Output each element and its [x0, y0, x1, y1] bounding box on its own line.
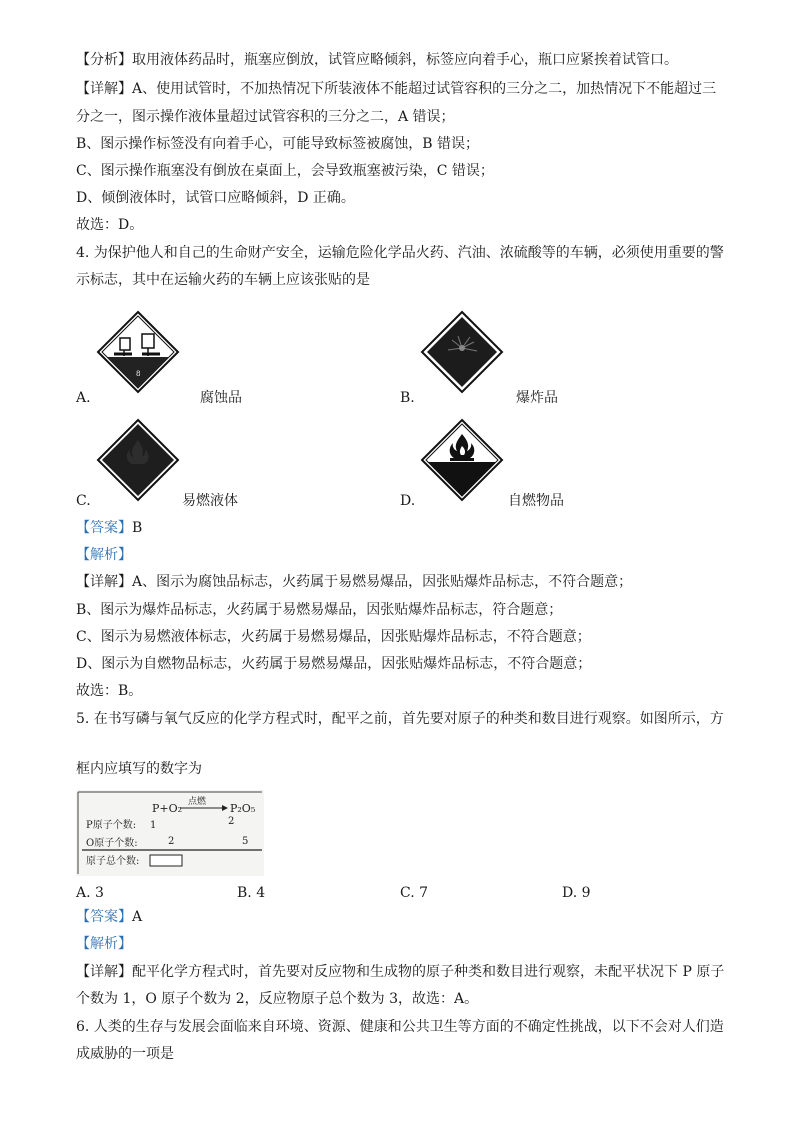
spontaneous-combustion-sign-icon — [420, 418, 504, 502]
q5-option-a: A. 3 — [76, 885, 104, 901]
option-b-letter: B. — [400, 390, 415, 406]
q4-explain-tag: 【解析】 — [76, 547, 132, 563]
total-atom-label: 原子总个数: — [86, 856, 140, 867]
o-atom-right: 5 — [242, 836, 249, 847]
q5-explain-tag: 【解析】 — [76, 936, 132, 952]
answer-box — [150, 855, 182, 866]
option-a-letter: A. — [76, 390, 91, 406]
q4-detail-b: B、图示为爆炸品标志，火药属于易燃易爆品，因张贴爆炸品标志，符合题意； — [76, 602, 563, 618]
q6-stem-line2: 成威胁的一项是 — [76, 1046, 174, 1062]
o-atom-label: O原子个数: — [86, 838, 138, 849]
corrosive-sign-icon — [96, 310, 180, 394]
q4-choose: 故选：B。 — [76, 683, 143, 699]
flammable-liquid-sign-icon — [96, 418, 180, 502]
q6-stem-line1: 6. 人类的生存与发展会面临来自环境、资源、健康和公共卫生等方面的不确定性挑战，以下不会对人们造 — [76, 1019, 724, 1035]
svg-text:8: 8 — [136, 370, 141, 378]
q3-detail-c: C、图示操作瓶塞没有倒放在桌面上，会导致瓶塞被污染，C 错误； — [76, 163, 494, 179]
detail-tag: 【详解】 — [76, 81, 132, 97]
detail-tag: 【详解】 — [76, 574, 132, 590]
q4-detail-c: C、图示为易燃液体标志，火药属于易燃易爆品，因张贴爆炸品标志，不符合题意； — [76, 629, 591, 645]
q5-stem-line2: 框内应填写的数字为 — [76, 761, 202, 777]
product: P₂O₅ — [230, 802, 256, 815]
equation-figure — [76, 790, 264, 876]
q5-stem-line1: 5. 在书写磷与氧气反应的化学方程式时，配平之前，首先要对原子的种类和数目进行观察。如图所示，方 — [76, 711, 724, 727]
q4-stem-line1: 4. 为保护他人和自己的生命财产安全，运输危险化学品火药、汽油、浓硫酸等的车辆，必须使用重要的警 — [76, 245, 724, 261]
q3-detail-a2: 分之一，图示操作液体量超过试管容积的三分之二，A 错误； — [76, 109, 455, 125]
option-c-letter: C. — [76, 493, 91, 509]
q4-answer: 【答案】B — [76, 520, 143, 536]
option-d-letter: D. — [400, 493, 416, 509]
o-atom-left: 2 — [168, 836, 175, 847]
reaction-condition: 点燃 — [188, 797, 207, 807]
q5-detail-line1: 【详解】配平化学方程式时，首先要对反应物和生成物的原子种类和数目进行观察，未配平状况下 P 原子 — [76, 964, 725, 980]
p-atom-label: P原子个数: — [86, 820, 137, 831]
p-atom-right: 2 — [228, 816, 235, 827]
q3-choose: 故选：D。 — [76, 217, 144, 233]
q3-detail-a1: 【详解】A、使用试管时，不加热情况下所装液体不能超过试管容积的三分之二，加热情况下不能超过三 — [76, 81, 717, 97]
q5-option-c: C. 7 — [400, 885, 429, 901]
answer-tag: 【答案】 — [76, 520, 132, 536]
q5-option-b: B. 4 — [237, 885, 266, 901]
detail-tag: 【详解】 — [76, 964, 132, 980]
analysis-tag: 【分析】 — [76, 52, 132, 68]
p-atom-left: 1 — [150, 820, 157, 831]
q3-analysis: 【分析】取用液体药品时，瓶塞应倒放，试管应略倾斜，标签应向着手心，瓶口应紧挨着试管口。 — [76, 52, 678, 68]
option-c-label: 易燃液体 — [182, 493, 238, 509]
explosive-sign-icon — [420, 310, 504, 394]
q4-detail-d: D、图示为自燃物品标志，火药属于易燃易爆品，因张贴爆炸品标志，不符合题意； — [76, 656, 592, 672]
q5-option-d: D. 9 — [562, 885, 591, 901]
answer-tag: 【答案】 — [76, 909, 132, 925]
q5-detail-line2: 个数为 1，O 原子个数为 2，反应物原子总个数为 3，故选：A。 — [76, 991, 479, 1007]
option-b-label: 爆炸品 — [516, 390, 558, 406]
option-d-label: 自燃物品 — [508, 493, 564, 509]
q3-detail-b: B、图示操作标签没有向着手心，可能导致标签被腐蚀，B 错误； — [76, 136, 480, 152]
option-a-label: 腐蚀品 — [200, 390, 242, 406]
q4-detail-a: 【详解】A、图示为腐蚀品标志，火药属于易燃易爆品，因张贴爆炸品标志，不符合题意； — [76, 574, 633, 590]
q3-detail-d: D、倾倒液体时，试管口应略倾斜，D 正确。 — [76, 190, 355, 206]
reactants: P+O₂ — [152, 802, 183, 815]
q4-stem-line2: 示标志，其中在运输火药的车辆上应该张贴的是 — [76, 272, 370, 288]
q5-answer: 【答案】A — [76, 909, 143, 925]
